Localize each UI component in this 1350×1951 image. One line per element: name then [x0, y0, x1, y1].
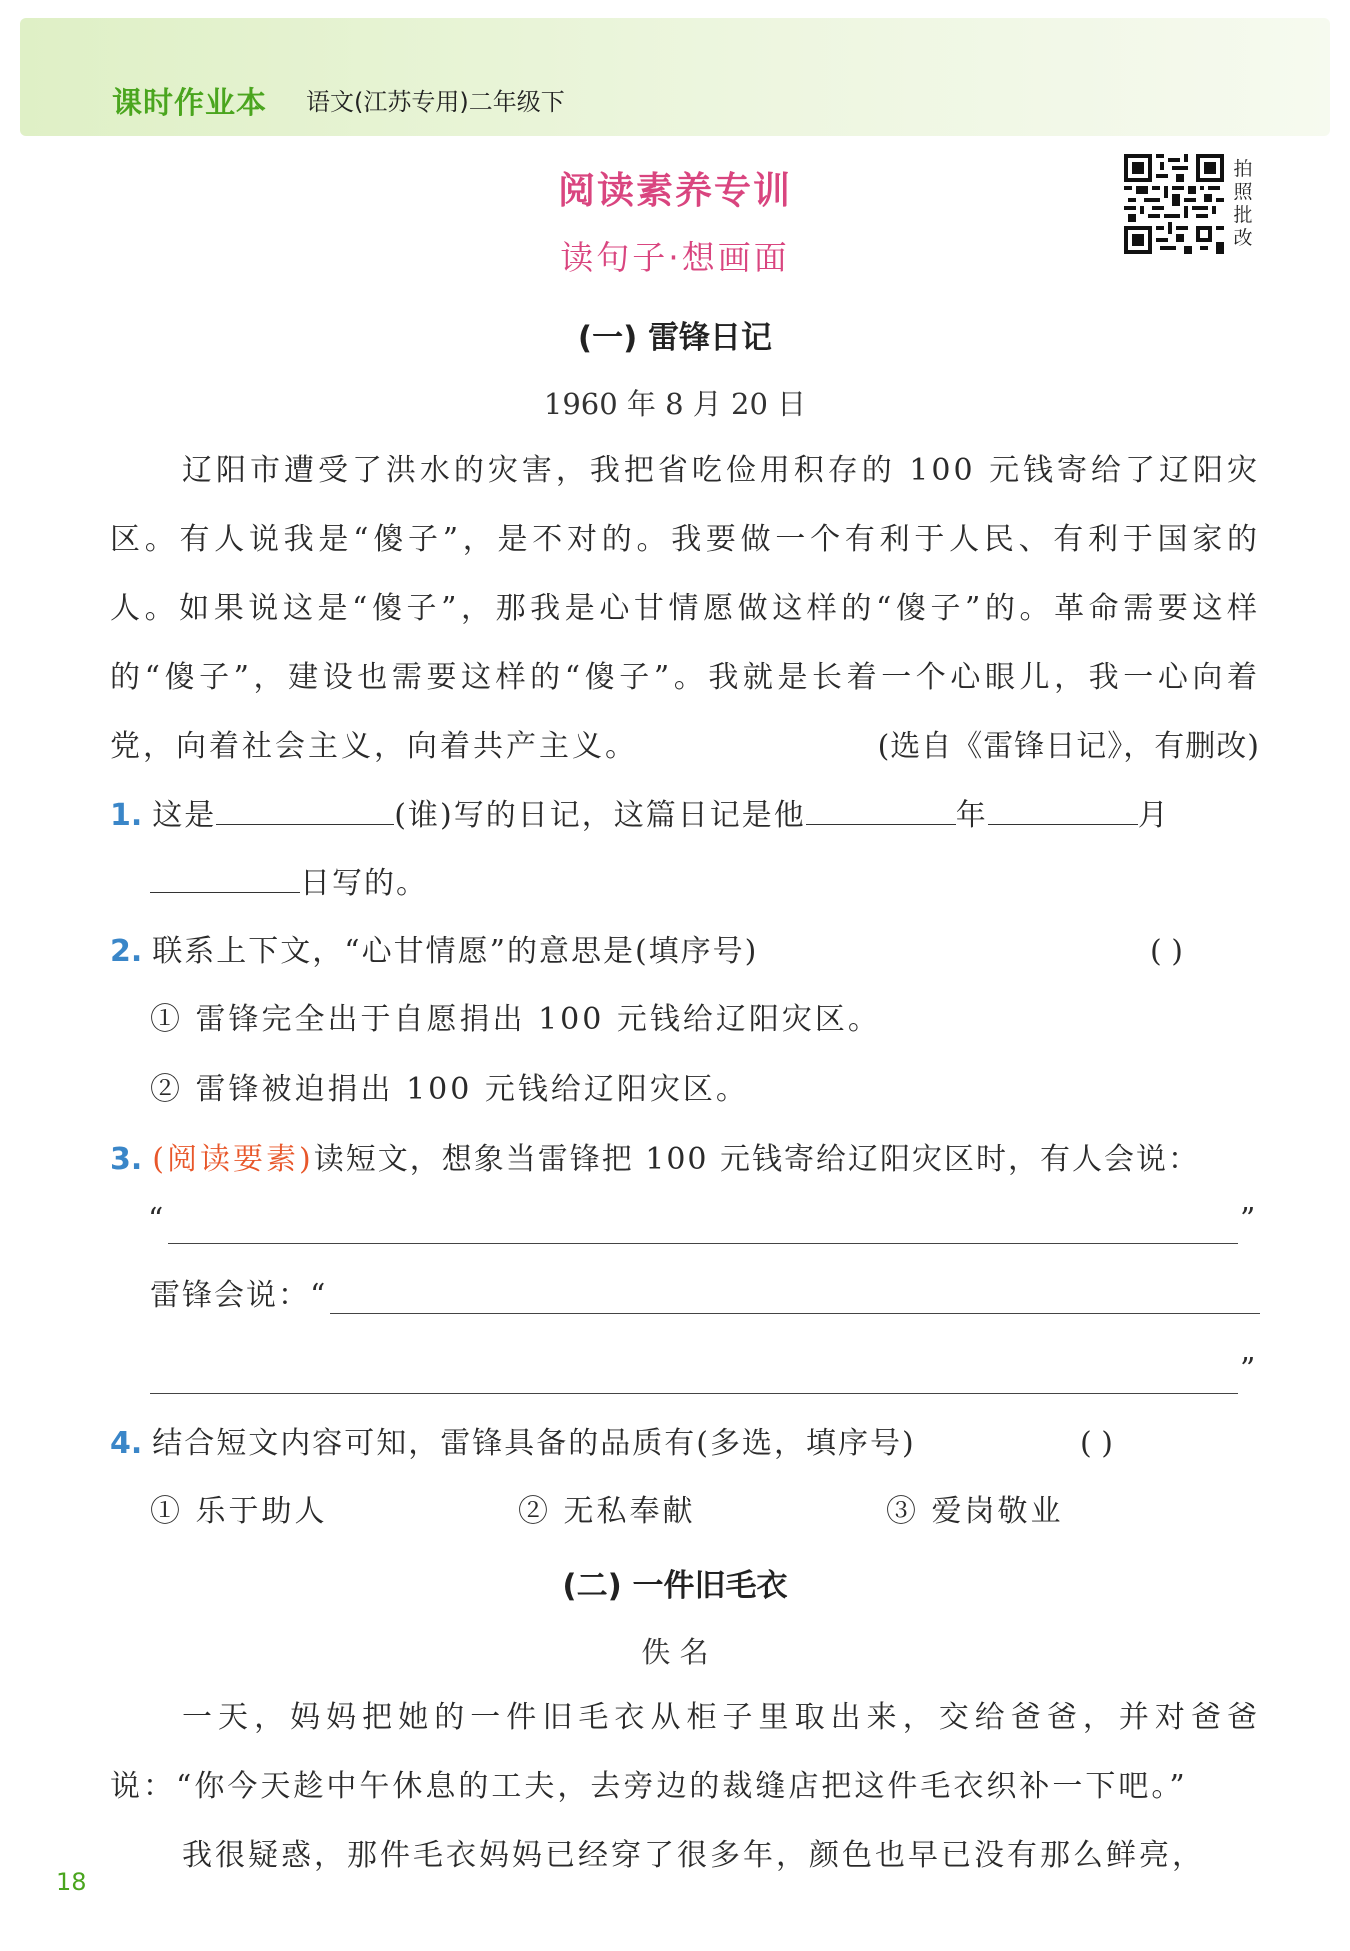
- q2-option-2: ② 雷锋被迫捐出 100 元钱给辽阳灾区。: [150, 1072, 749, 1107]
- answer-blank-day[interactable]: [150, 862, 300, 893]
- qr-label: 拍 照 批 改: [1233, 158, 1253, 249]
- passage1-date: 1960 年 8 月 20 日: [543, 387, 807, 421]
- q4-option-1: ① 乐于助人: [150, 1494, 328, 1529]
- answer-line-leifeng-2[interactable]: [150, 1393, 1238, 1394]
- answer-line-leifeng-1[interactable]: [330, 1313, 1260, 1314]
- subject-label: 语文(江苏专用)二年级下: [306, 88, 565, 116]
- answer-line-others[interactable]: [168, 1243, 1238, 1244]
- lei-feng-says-label: 雷锋会说：“: [150, 1278, 328, 1313]
- answer-blank-month[interactable]: [988, 794, 1138, 825]
- page-title: 阅读素养专训: [558, 169, 792, 212]
- question-4: 4. 结合短文内容可知，雷锋具备的品质有(多选，填序号): [110, 1426, 916, 1461]
- answer-blank-who[interactable]: [216, 794, 394, 825]
- page-number: 18: [56, 1868, 87, 1896]
- question-2: 2. 联系上下文，“心甘情愿”的意思是(填序号): [110, 934, 759, 969]
- question-1: 1. 这是 (谁)写的日记，这篇日记是他 年 月: [110, 794, 1170, 836]
- close-quote-2: ”: [1240, 1352, 1256, 1387]
- passage2-title: (二) 一件旧毛衣: [562, 1568, 788, 1604]
- open-quote: “: [148, 1202, 164, 1237]
- passage2-author: 佚 名: [641, 1635, 709, 1669]
- reading-element-tag: (阅读要素): [152, 1142, 314, 1177]
- answer-blank-year[interactable]: [806, 794, 956, 825]
- question-3: 3. (阅读要素)读短文，想象当雷锋把 100 元钱寄给辽阳灾区时，有人会说：: [110, 1142, 1201, 1177]
- passage1-source: (选自《雷锋日记》，有删改): [877, 729, 1260, 764]
- qr-code-icon[interactable]: [1124, 154, 1224, 254]
- page-subtitle: 读句子·想画面: [560, 238, 790, 277]
- question-1-line2: 日写的。: [150, 862, 428, 904]
- passage1-title: (一) 雷锋日记: [577, 320, 773, 356]
- q4-option-3: ③ 爱岗敬业: [886, 1494, 1064, 1529]
- answer-paren-q2[interactable]: ( ): [1150, 934, 1183, 969]
- passage2-para1: 一天，妈妈把她的一件旧毛衣从柜子里取出来，交给爸爸，并对爸爸说：“你今天趁中午休息的工夫，去旁边的裁缝店把这件毛衣织补一下吧。”: [110, 1700, 1260, 1804]
- q4-option-2: ② 无私奉献: [518, 1494, 696, 1529]
- close-quote: ”: [1240, 1202, 1256, 1237]
- answer-paren-q4[interactable]: ( ): [1080, 1426, 1113, 1461]
- q2-option-1: ① 雷锋完全出于自愿捐出 100 元钱给辽阳灾区。: [150, 1002, 881, 1037]
- passage1-text: 辽阳市遭受了洪水的灾害，我把省吃俭用积存的 100 元钱寄给了辽阳灾区。有人说我是“傻子”，是不对的。我要做一个有利于人民、有利于国家的人。如果说这是“傻子”，那我是心甘情愿做这样的“傻子”的。革命需要这样的“傻子”，建设也需要这样的“傻子”。我就是长着一个心眼儿，我一心向着党，向着社会主义，向着共产主义。 (选自《雷锋日记》，有删改): [110, 436, 1260, 781]
- passage2-para2: 我很疑惑，那件毛衣妈妈已经穿了很多年，颜色也早已没有那么鲜亮，: [182, 1838, 1205, 1873]
- brand-title: 课时作业本: [112, 86, 267, 121]
